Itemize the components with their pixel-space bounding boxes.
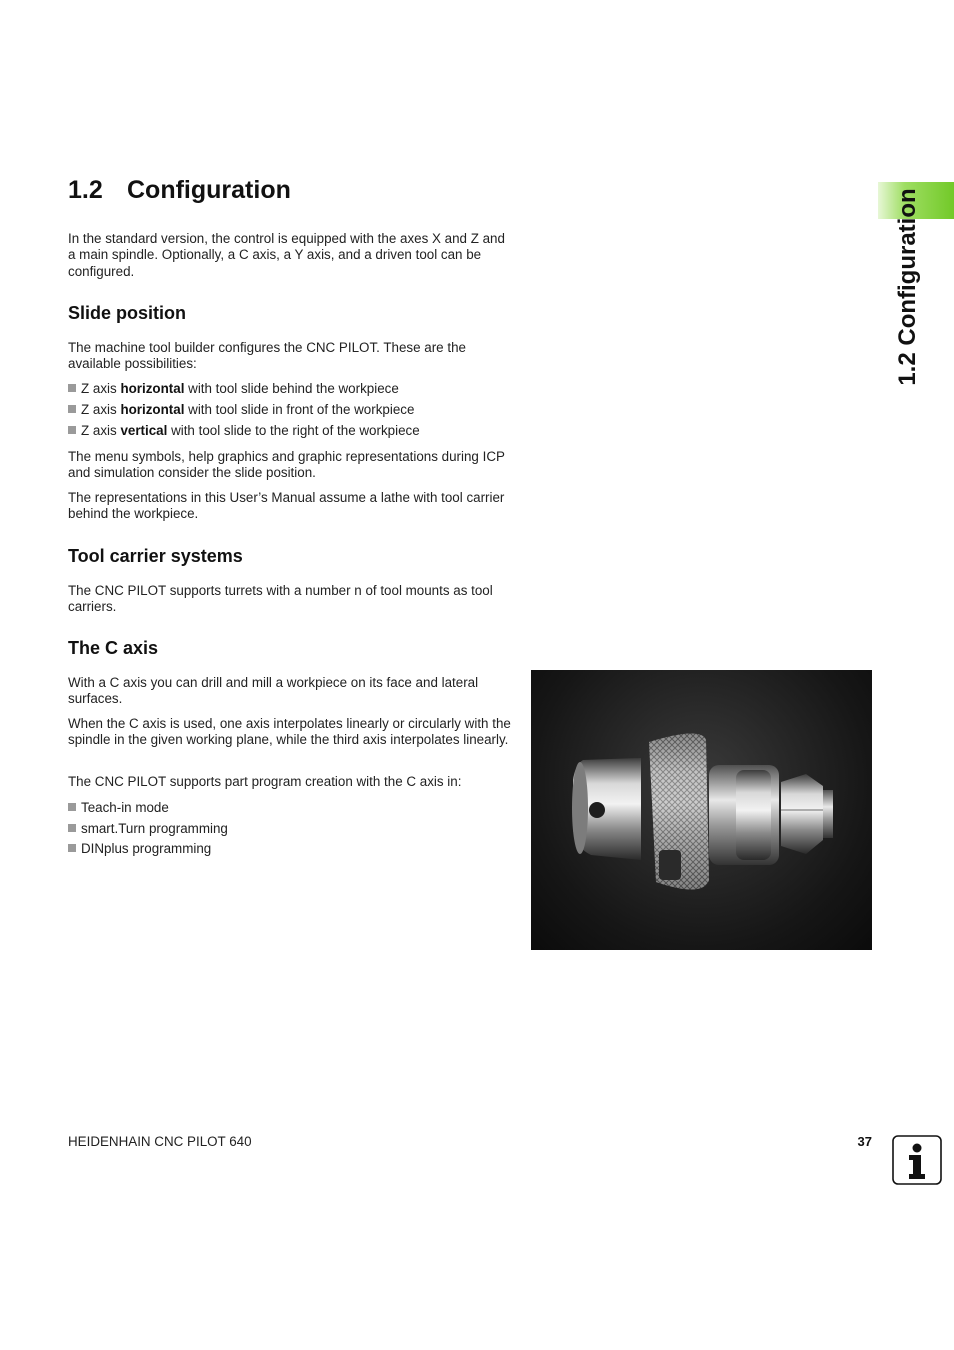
section-number: 1.2	[68, 176, 103, 204]
list-item: smart.Turn programming	[68, 821, 228, 837]
heading-slide-position: Slide position	[68, 303, 187, 323]
list-item: Z axis horizontal with tool slide in front of the workpiece	[68, 402, 414, 418]
square-bullet-icon	[68, 803, 76, 811]
intro-paragraph: In the standard version, the control is equipped with the axes X and Z and a main spindle. Optionally, a C axis, a Y axis, and a driven tool can be configured.	[68, 231, 505, 279]
c-axis-para2: When the C axis is used, one axis interpolates linearly or circularly with the spindle in the given working plane, while the third axis interpolates linearly.	[68, 716, 511, 748]
page-number: 37	[857, 1134, 872, 1149]
list-item: Z axis vertical with tool slide to the right of the workpiece	[68, 423, 420, 439]
square-bullet-icon	[68, 384, 76, 392]
square-bullet-icon	[68, 405, 76, 413]
square-bullet-icon	[68, 824, 76, 832]
heading-tool-carrier-systems: Tool carrier systems	[68, 546, 243, 566]
chapter-tab-label-wrap	[891, 182, 925, 392]
square-bullet-icon	[68, 844, 76, 852]
slide-position-para2: The menu symbols, help graphics and graphic representations during ICP and simulation consider the slide position.	[68, 449, 505, 481]
c-axis-para1: With a C axis you can drill and mill a workpiece on its face and lateral surfaces.	[68, 675, 479, 707]
list-item: Z axis horizontal with tool slide behind the workpiece	[68, 381, 399, 397]
slide-position-intro: The machine tool builder configures the CNC PILOT. These are the available possibilities:	[68, 340, 466, 372]
section-title: Configuration	[127, 176, 291, 204]
page-title	[68, 176, 291, 205]
heading-c-axis: The C axis	[68, 638, 159, 658]
tool-carrier-paragraph: The CNC PILOT supports turrets with a number n of tool mounts as tool carriers.	[68, 583, 493, 615]
square-bullet-icon	[68, 426, 76, 434]
list-item: DINplus programming	[68, 841, 211, 857]
c-axis-para3: The CNC PILOT supports part program creation with the C axis in:	[68, 774, 462, 789]
tool-holder-illustration	[531, 670, 872, 950]
footer-manual-name: HEIDENHAIN CNC PILOT 640	[68, 1134, 252, 1149]
list-item: Teach-in mode	[68, 800, 169, 816]
chapter-tab-label: 1.2 Configuration	[894, 188, 921, 386]
info-icon	[892, 1135, 942, 1185]
tool-holder-photo	[531, 670, 872, 950]
slide-position-para3: The representations in this User’s Manual assume a lathe with tool carrier behind the workpiece.	[68, 490, 505, 522]
